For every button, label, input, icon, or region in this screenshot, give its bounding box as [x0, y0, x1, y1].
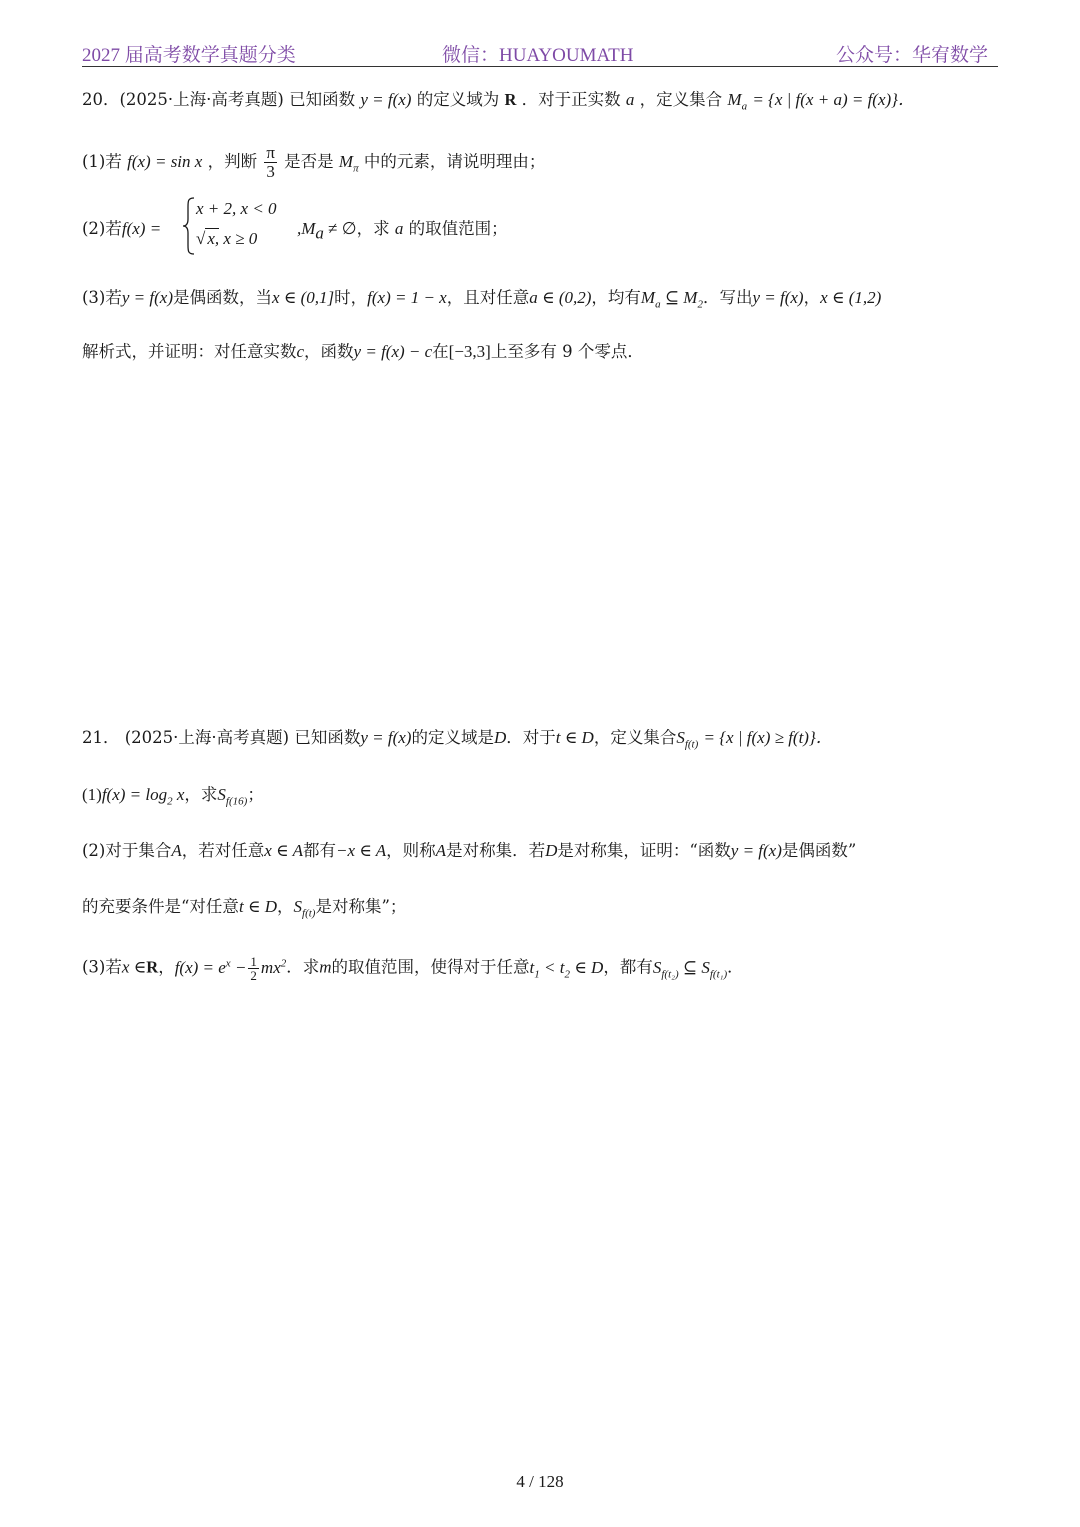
q20-source: 20．(2025·上海·高考真题) 已知函数 — [82, 90, 356, 109]
q20-p2-case1: x + 2, x < 0 — [196, 199, 277, 218]
q20-p2-lead: (2)若f(x) = — [82, 219, 162, 238]
q20-func: y = f(x) — [360, 90, 412, 109]
q20-part3-cont: 解析式，并证明：对任意实数c，函数y = f(x) − c在[−3,3]上至多有 9 个零点． — [82, 342, 644, 361]
q20-p2-case2: √ x, x ≥ 0 — [196, 229, 258, 248]
header-official-account: 公众号：华宥数学 — [835, 45, 988, 66]
q20-p1-text: ，判断 — [207, 152, 258, 171]
q20-p1-text: 是否是 — [284, 152, 334, 171]
q20-text: ，定义集合 — [639, 90, 723, 109]
left-brace-icon — [182, 197, 196, 255]
q21-part2-cont: 的充要条件是“对任意t ∈ D，$S_{f(t)}$是对称集”； — [82, 897, 407, 920]
header-wechat: 微信：HUAYOUMATH — [442, 45, 634, 66]
q20-stem — [82, 88, 915, 118]
q20-p1-fraction: $\frac{\pi}{3}$ — [266, 143, 275, 181]
q20-p1-label: (1)若 — [82, 152, 122, 171]
q20-p1-func: f(x) = sin x — [127, 152, 203, 171]
q20-domain-R: R — [504, 90, 517, 109]
q21-part2: (2)对于集合A，若对任意x ∈ A都有−x ∈ A，则称A是对称集．若D是对称集，证明：“函数y = f(x)是偶函数” — [82, 841, 857, 860]
header-series-title: 2027 届高考数学真题分类 — [82, 45, 296, 66]
sqrt-icon: √ — [196, 229, 206, 248]
q20-part1 — [82, 144, 545, 181]
q20-set-M: $M_a$ — [727, 90, 748, 113]
q21-source: 21． (2025·上海·高考真题) 已知函数 — [82, 728, 361, 747]
q21-part3: (3)若x ∈R，$f(x) = e^x$ − $\frac{1}{2}$ $mx^2$．求m的取值范围，使得对于任意$t_1 < t_2$ ∈ D，都有$S_{f(t_2)}$ ⊆ $S_{f(t_1)}$． — [82, 953, 744, 983]
q21-part1: $(1)f(x) = \log_2 x$，求$S_{f(16)}$； — [82, 785, 264, 808]
q20-text: ．对于正实数 — [521, 90, 621, 109]
page-number: 4 / 128 — [516, 1472, 564, 1491]
q20-part3: (3)若y = f(x)是偶函数，当x ∈ (0,1]时，f(x) = 1 − x，且对任意a ∈ (0,2)，均有$M_a$ ⊆ $M_2$．写出y = f(x)，x ∈ (1,2) — [82, 288, 882, 311]
page-header — [82, 36, 998, 67]
q20-set-def: = {x | f(x + a) = f(x)}． — [752, 90, 915, 109]
q21-p3-fraction: $\frac{1}{2}$ — [250, 953, 257, 983]
q20-p1-set: $M_\pi$ — [338, 152, 359, 175]
q20-var-a: a — [625, 90, 635, 109]
q20-p1-text: 中的元素，请说明理由； — [363, 152, 546, 171]
q20-text: 的定义域为 — [416, 90, 500, 109]
q20-p2-tail: $,M_a$ ≠ ∅，求 a 的取值范围； — [297, 219, 508, 243]
q21-stem: 21． (2025·上海·高考真题) 已知函数y = f(x)的定义域是D．对于t ∈ D，定义集合$S_{f(t)} = \{x$ | f(x) ≥ f(t)}． — [82, 728, 833, 751]
